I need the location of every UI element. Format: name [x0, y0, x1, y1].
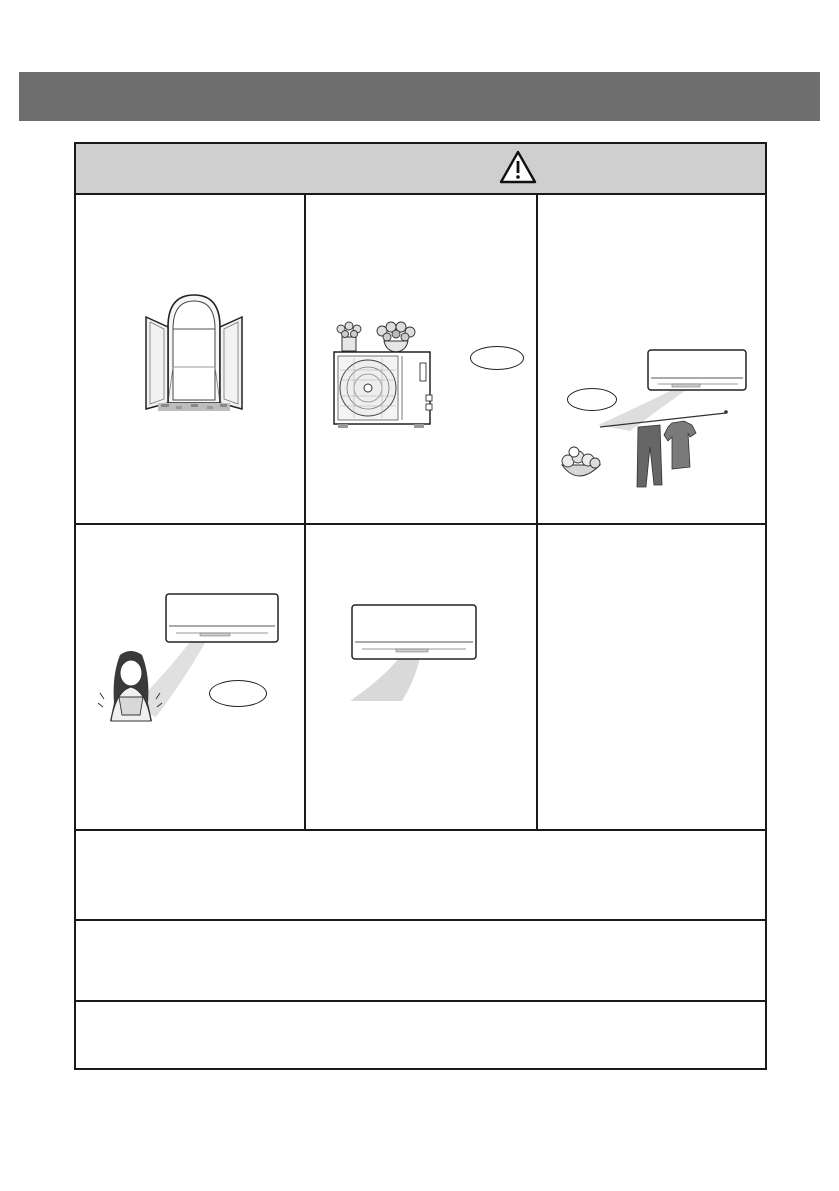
- indoor-unit-laundry-icon: [538, 195, 765, 523]
- illustration-empty: [538, 525, 765, 829]
- callout-oval: [209, 680, 267, 707]
- note-row: [76, 1002, 765, 1068]
- illustration-airflow-person: [76, 525, 304, 829]
- note-row: [76, 831, 765, 919]
- callout-oval: [470, 346, 524, 370]
- indoor-unit-airflow-icon: [306, 525, 536, 829]
- illustration-outdoor-unit-plants: [306, 195, 536, 523]
- note-row: [76, 921, 765, 1000]
- illustration-airflow-laundry: [538, 195, 765, 523]
- warning-triangle-icon: [499, 150, 537, 184]
- callout-oval: [567, 388, 617, 411]
- warning-table: [74, 142, 767, 1070]
- open-window-icon: [76, 195, 304, 523]
- indoor-unit-person-icon: [76, 525, 304, 829]
- illustration-open-window: [76, 195, 304, 523]
- section-header-bar: [19, 72, 820, 121]
- warning-heading-bar: [76, 144, 765, 195]
- illustration-airflow-indoor-unit: [306, 525, 536, 829]
